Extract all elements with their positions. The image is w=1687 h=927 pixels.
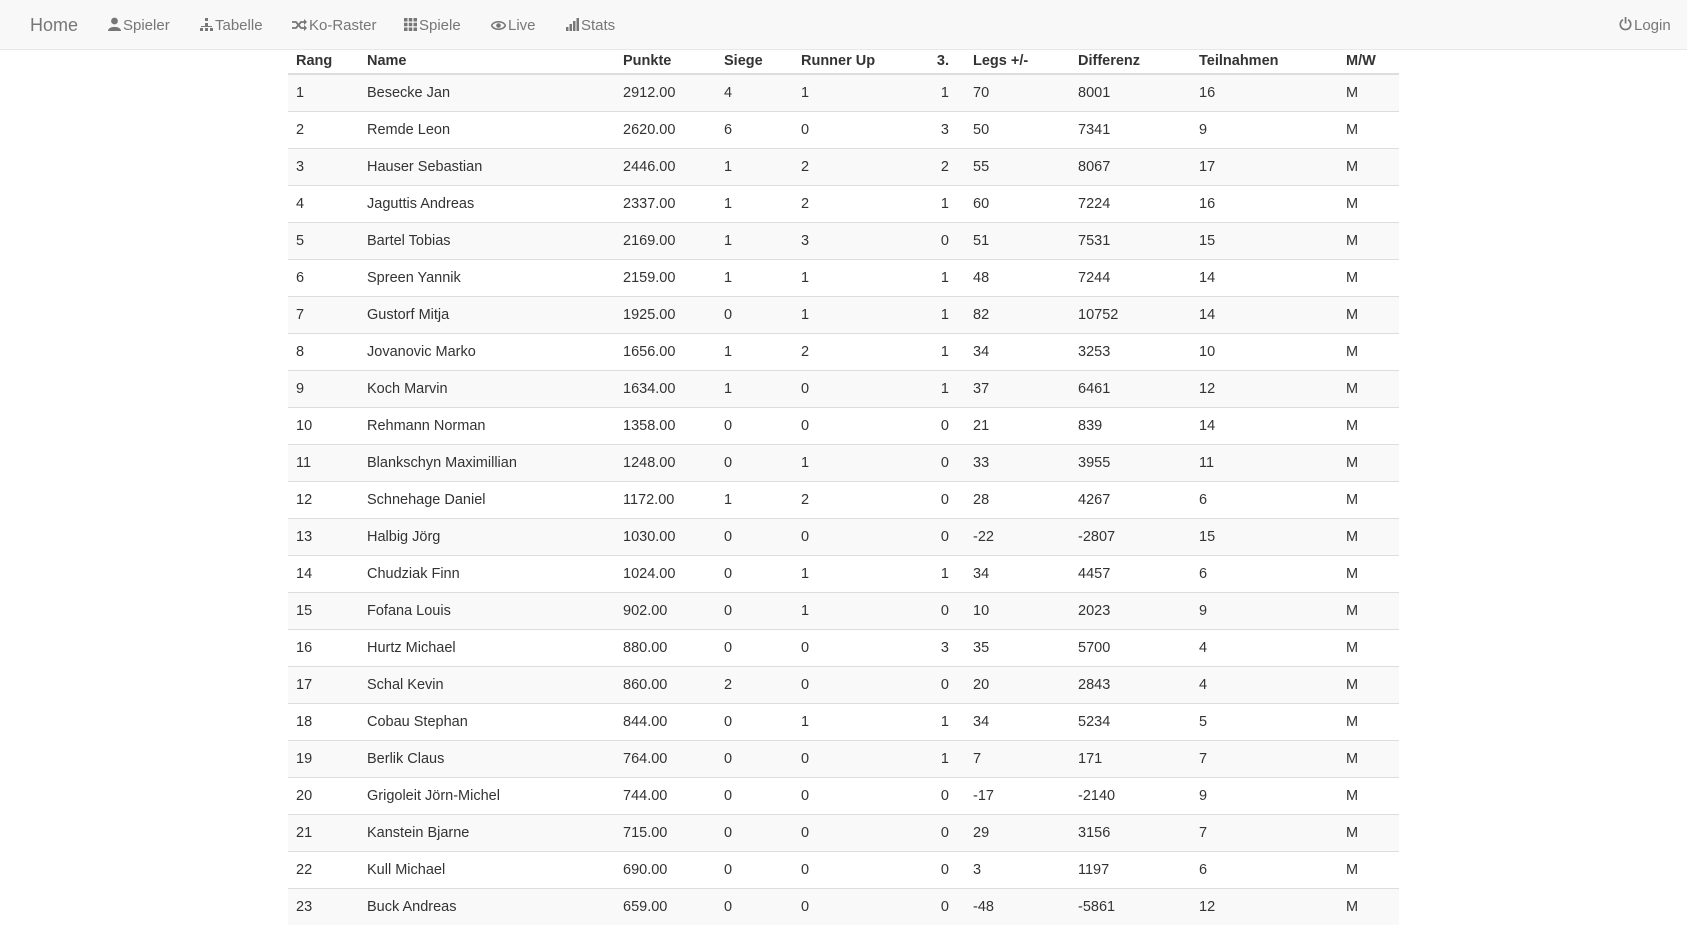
participations-cell: 9 (1191, 778, 1338, 815)
gender-cell: M (1338, 408, 1399, 445)
points-cell: 1925.00 (615, 297, 716, 334)
participations-cell: 9 (1191, 112, 1338, 149)
runner-up-cell: 0 (793, 371, 917, 408)
points-cell: 2337.00 (615, 186, 716, 223)
col-header: Teilnahmen (1191, 48, 1338, 74)
participations-cell: 6 (1191, 852, 1338, 889)
gender-cell: M (1338, 667, 1399, 704)
third-cell: 2 (917, 149, 965, 186)
participations-cell: 14 (1191, 260, 1338, 297)
rank-cell: 13 (288, 519, 359, 556)
col-header: Punkte (615, 48, 716, 74)
runner-up-cell: 1 (793, 445, 917, 482)
runner-up-cell: 0 (793, 778, 917, 815)
difference-cell: 3955 (1070, 445, 1191, 482)
third-cell: 0 (917, 852, 965, 889)
user-icon (108, 17, 121, 31)
nav-spiele-label: Spiele (419, 17, 461, 34)
name-cell: Fofana Louis (359, 593, 615, 630)
runner-up-cell: 0 (793, 852, 917, 889)
participations-cell: 5 (1191, 704, 1338, 741)
table-row (288, 556, 1399, 593)
gender-cell: M (1338, 482, 1399, 519)
wins-cell: 0 (716, 815, 793, 852)
difference-cell: 171 (1070, 741, 1191, 778)
runner-up-cell: 0 (793, 741, 917, 778)
points-cell: 1656.00 (615, 334, 716, 371)
nav-spieler-label: Spieler (123, 17, 170, 34)
home-link[interactable]: Home (30, 15, 79, 35)
third-cell: 1 (917, 260, 965, 297)
wins-cell: 1 (716, 149, 793, 186)
runner-up-cell: 0 (793, 519, 917, 556)
name-cell: Remde Leon (359, 112, 615, 149)
participations-cell: 15 (1191, 519, 1338, 556)
third-cell: 1 (917, 741, 965, 778)
runner-up-cell: 0 (793, 815, 917, 852)
difference-cell: 839 (1070, 408, 1191, 445)
runner-up-cell: 0 (793, 112, 917, 149)
col-header: Legs +/- (965, 48, 1070, 74)
wins-cell: 1 (716, 186, 793, 223)
runner-up-cell: 1 (793, 260, 917, 297)
rank-cell: 15 (288, 593, 359, 630)
difference-cell: 4457 (1070, 556, 1191, 593)
power-icon (1619, 17, 1632, 31)
gender-cell: M (1338, 371, 1399, 408)
name-cell: Bartel Tobias (359, 223, 615, 260)
legs-cell: 10 (965, 593, 1070, 630)
table-row (288, 223, 1399, 260)
gender-cell: M (1338, 815, 1399, 852)
third-cell: 0 (917, 667, 965, 704)
nav-spiele[interactable] (404, 0, 461, 50)
name-cell: Chudziak Finn (359, 556, 615, 593)
col-header: Siege (716, 48, 793, 74)
legs-cell: -48 (965, 889, 1070, 926)
rank-cell: 16 (288, 630, 359, 667)
points-cell: 1172.00 (615, 482, 716, 519)
wins-cell: 1 (716, 223, 793, 260)
rank-cell: 23 (288, 889, 359, 926)
rank-cell: 9 (288, 371, 359, 408)
col-header: M/W (1338, 48, 1399, 74)
gender-cell: M (1338, 112, 1399, 149)
runner-up-cell: 2 (793, 334, 917, 371)
table-row (288, 667, 1399, 704)
difference-cell: 7531 (1070, 223, 1191, 260)
third-cell: 3 (917, 112, 965, 149)
nav-stats-label: Stats (581, 17, 616, 34)
wins-cell: 0 (716, 741, 793, 778)
wins-cell: 0 (716, 445, 793, 482)
legs-cell: 48 (965, 260, 1070, 297)
difference-cell: 10752 (1070, 297, 1191, 334)
legs-cell: -17 (965, 778, 1070, 815)
third-cell: 0 (917, 519, 965, 556)
gender-cell: M (1338, 223, 1399, 260)
table-row (288, 593, 1399, 630)
col-header: Name (359, 48, 615, 74)
rank-cell: 10 (288, 408, 359, 445)
legs-cell: 34 (965, 556, 1070, 593)
name-cell: Grigoleit Jörn-Michel (359, 778, 615, 815)
table-row (288, 815, 1399, 852)
eye-icon (491, 20, 506, 31)
col-header: 3. (917, 48, 965, 74)
sitemap-icon (200, 18, 213, 31)
gender-cell: M (1338, 519, 1399, 556)
rank-cell: 2 (288, 112, 359, 149)
runner-up-cell: 0 (793, 889, 917, 926)
rank-cell: 5 (288, 223, 359, 260)
legs-cell: 50 (965, 112, 1070, 149)
name-cell: Rehmann Norman (359, 408, 615, 445)
rank-cell: 22 (288, 852, 359, 889)
table-row (288, 630, 1399, 667)
nav-live[interactable] (491, 0, 536, 50)
participations-cell: 17 (1191, 149, 1338, 186)
wins-cell: 0 (716, 704, 793, 741)
wins-cell: 0 (716, 519, 793, 556)
third-cell: 0 (917, 778, 965, 815)
gender-cell: M (1338, 778, 1399, 815)
difference-cell: 2023 (1070, 593, 1191, 630)
name-cell: Blankschyn Maximillian (359, 445, 615, 482)
rank-cell: 7 (288, 297, 359, 334)
gender-cell: M (1338, 741, 1399, 778)
third-cell: 0 (917, 408, 965, 445)
wins-cell: 0 (716, 593, 793, 630)
points-cell: 2620.00 (615, 112, 716, 149)
third-cell: 0 (917, 815, 965, 852)
wins-cell: 0 (716, 408, 793, 445)
name-cell: Halbig Jörg (359, 519, 615, 556)
difference-cell: -5861 (1070, 889, 1191, 926)
runner-up-cell: 2 (793, 149, 917, 186)
nav-ko-raster[interactable] (292, 0, 377, 50)
points-cell: 860.00 (615, 667, 716, 704)
rank-cell: 14 (288, 556, 359, 593)
col-header: Runner Up (793, 48, 917, 74)
wins-cell: 0 (716, 889, 793, 926)
legs-cell: 82 (965, 297, 1070, 334)
legs-cell: 20 (965, 667, 1070, 704)
nav-live-label: Live (508, 17, 536, 34)
grid-icon (404, 18, 417, 31)
wins-cell: 0 (716, 630, 793, 667)
legs-cell: 34 (965, 334, 1070, 371)
difference-cell: 7341 (1070, 112, 1191, 149)
points-cell: 659.00 (615, 889, 716, 926)
difference-cell: 8067 (1070, 149, 1191, 186)
difference-cell: 1197 (1070, 852, 1191, 889)
third-cell: 1 (917, 371, 965, 408)
points-cell: 2169.00 (615, 223, 716, 260)
runner-up-cell: 1 (793, 297, 917, 334)
participations-cell: 10 (1191, 334, 1338, 371)
difference-cell: 5700 (1070, 630, 1191, 667)
rank-cell: 4 (288, 186, 359, 223)
points-cell: 880.00 (615, 630, 716, 667)
points-cell: 690.00 (615, 852, 716, 889)
participations-cell: 6 (1191, 556, 1338, 593)
wins-cell: 0 (716, 297, 793, 334)
table-row (288, 889, 1399, 926)
difference-cell: 3253 (1070, 334, 1191, 371)
table-row (288, 519, 1399, 556)
stats-icon (566, 18, 579, 31)
table-row (288, 371, 1399, 408)
legs-cell: 70 (965, 74, 1070, 112)
legs-cell: 21 (965, 408, 1070, 445)
rank-cell: 19 (288, 741, 359, 778)
nav-stats[interactable] (566, 0, 615, 50)
rank-cell: 6 (288, 260, 359, 297)
points-cell: 744.00 (615, 778, 716, 815)
rank-cell: 1 (288, 74, 359, 112)
gender-cell: M (1338, 445, 1399, 482)
table-row (288, 778, 1399, 815)
points-cell: 2446.00 (615, 149, 716, 186)
third-cell: 0 (917, 889, 965, 926)
gender-cell: M (1338, 593, 1399, 630)
wins-cell: 0 (716, 778, 793, 815)
rank-cell: 21 (288, 815, 359, 852)
difference-cell: 4267 (1070, 482, 1191, 519)
col-header: Differenz (1070, 48, 1191, 74)
points-cell: 2912.00 (615, 74, 716, 112)
name-cell: Cobau Stephan (359, 704, 615, 741)
table-row (288, 149, 1399, 186)
name-cell: Berlik Claus (359, 741, 615, 778)
ranking-table (288, 48, 1399, 925)
gender-cell: M (1338, 297, 1399, 334)
table-row (288, 704, 1399, 741)
table-row (288, 112, 1399, 149)
navbar (0, 0, 1687, 50)
wins-cell: 4 (716, 74, 793, 112)
rank-cell: 20 (288, 778, 359, 815)
third-cell: 0 (917, 445, 965, 482)
participations-cell: 12 (1191, 889, 1338, 926)
gender-cell: M (1338, 149, 1399, 186)
points-cell: 1634.00 (615, 371, 716, 408)
rank-cell: 3 (288, 149, 359, 186)
wins-cell: 0 (716, 852, 793, 889)
points-cell: 902.00 (615, 593, 716, 630)
runner-up-cell: 2 (793, 482, 917, 519)
legs-cell: 33 (965, 445, 1070, 482)
difference-cell: 8001 (1070, 74, 1191, 112)
participations-cell: 11 (1191, 445, 1338, 482)
table-row (288, 852, 1399, 889)
wins-cell: 1 (716, 334, 793, 371)
rank-cell: 8 (288, 334, 359, 371)
runner-up-cell: 1 (793, 556, 917, 593)
name-cell: Jovanovic Marko (359, 334, 615, 371)
legs-cell: 34 (965, 704, 1070, 741)
participations-cell: 4 (1191, 667, 1338, 704)
rank-cell: 11 (288, 445, 359, 482)
runner-up-cell: 0 (793, 630, 917, 667)
gender-cell: M (1338, 556, 1399, 593)
difference-cell: 7244 (1070, 260, 1191, 297)
name-cell: Kanstein Bjarne (359, 815, 615, 852)
runner-up-cell: 0 (793, 408, 917, 445)
name-cell: Buck Andreas (359, 889, 615, 926)
name-cell: Hurtz Michael (359, 630, 615, 667)
participations-cell: 12 (1191, 371, 1338, 408)
gender-cell: M (1338, 630, 1399, 667)
gender-cell: M (1338, 852, 1399, 889)
participations-cell: 9 (1191, 593, 1338, 630)
difference-cell: 3156 (1070, 815, 1191, 852)
nav-login-label: Login (1634, 17, 1671, 34)
wins-cell: 0 (716, 556, 793, 593)
name-cell: Gustorf Mitja (359, 297, 615, 334)
name-cell: Jaguttis Andreas (359, 186, 615, 223)
legs-cell: 29 (965, 815, 1070, 852)
legs-cell: 51 (965, 223, 1070, 260)
legs-cell: 35 (965, 630, 1070, 667)
participations-cell: 4 (1191, 630, 1338, 667)
table-header-row (288, 48, 1399, 74)
participations-cell: 14 (1191, 408, 1338, 445)
nav-spieler[interactable] (108, 0, 170, 50)
gender-cell: M (1338, 260, 1399, 297)
points-cell: 715.00 (615, 815, 716, 852)
table-row (288, 741, 1399, 778)
legs-cell: 7 (965, 741, 1070, 778)
participations-cell: 15 (1191, 223, 1338, 260)
legs-cell: 55 (965, 149, 1070, 186)
rank-cell: 17 (288, 667, 359, 704)
wins-cell: 6 (716, 112, 793, 149)
runner-up-cell: 1 (793, 704, 917, 741)
difference-cell: 5234 (1070, 704, 1191, 741)
wins-cell: 1 (716, 482, 793, 519)
runner-up-cell: 0 (793, 667, 917, 704)
table-row (288, 408, 1399, 445)
name-cell: Spreen Yannik (359, 260, 615, 297)
third-cell: 1 (917, 297, 965, 334)
points-cell: 764.00 (615, 741, 716, 778)
runner-up-cell: 1 (793, 593, 917, 630)
rank-cell: 18 (288, 704, 359, 741)
difference-cell: -2807 (1070, 519, 1191, 556)
third-cell: 1 (917, 186, 965, 223)
gender-cell: M (1338, 334, 1399, 371)
name-cell: Schnehage Daniel (359, 482, 615, 519)
points-cell: 1248.00 (615, 445, 716, 482)
difference-cell: 7224 (1070, 186, 1191, 223)
participations-cell: 7 (1191, 815, 1338, 852)
third-cell: 0 (917, 482, 965, 519)
participations-cell: 14 (1191, 297, 1338, 334)
points-cell: 1030.00 (615, 519, 716, 556)
name-cell: Koch Marvin (359, 371, 615, 408)
wins-cell: 2 (716, 667, 793, 704)
name-cell: Kull Michael (359, 852, 615, 889)
gender-cell: M (1338, 704, 1399, 741)
table-row (288, 334, 1399, 371)
name-cell: Schal Kevin (359, 667, 615, 704)
table-row (288, 260, 1399, 297)
gender-cell: M (1338, 74, 1399, 112)
points-cell: 1358.00 (615, 408, 716, 445)
nav-login[interactable] (1619, 0, 1671, 50)
table-row (288, 297, 1399, 334)
third-cell: 1 (917, 334, 965, 371)
difference-cell: 2843 (1070, 667, 1191, 704)
table-row (288, 74, 1399, 112)
gender-cell: M (1338, 186, 1399, 223)
participations-cell: 7 (1191, 741, 1338, 778)
legs-cell: -22 (965, 519, 1070, 556)
points-cell: 1024.00 (615, 556, 716, 593)
name-cell: Besecke Jan (359, 74, 615, 112)
participations-cell: 16 (1191, 74, 1338, 112)
third-cell: 1 (917, 74, 965, 112)
participations-cell: 16 (1191, 186, 1338, 223)
name-cell: Hauser Sebastian (359, 149, 615, 186)
third-cell: 0 (917, 593, 965, 630)
wins-cell: 1 (716, 371, 793, 408)
rank-cell: 12 (288, 482, 359, 519)
runner-up-cell: 1 (793, 74, 917, 112)
table-row (288, 445, 1399, 482)
runner-up-cell: 3 (793, 223, 917, 260)
difference-cell: -2140 (1070, 778, 1191, 815)
runner-up-cell: 2 (793, 186, 917, 223)
table-row (288, 482, 1399, 519)
wins-cell: 1 (716, 260, 793, 297)
points-cell: 844.00 (615, 704, 716, 741)
nav-tabelle-label: Tabelle (215, 17, 263, 34)
legs-cell: 3 (965, 852, 1070, 889)
nav-ko-raster-label: Ko-Raster (309, 17, 377, 34)
third-cell: 1 (917, 556, 965, 593)
participations-cell: 6 (1191, 482, 1338, 519)
third-cell: 0 (917, 223, 965, 260)
table-row (288, 186, 1399, 223)
random-icon (292, 19, 307, 31)
third-cell: 3 (917, 630, 965, 667)
nav-tabelle[interactable] (200, 0, 263, 50)
third-cell: 1 (917, 704, 965, 741)
gender-cell: M (1338, 889, 1399, 926)
legs-cell: 60 (965, 186, 1070, 223)
legs-cell: 28 (965, 482, 1070, 519)
legs-cell: 37 (965, 371, 1070, 408)
difference-cell: 6461 (1070, 371, 1191, 408)
col-header: Rang (288, 48, 359, 74)
points-cell: 2159.00 (615, 260, 716, 297)
